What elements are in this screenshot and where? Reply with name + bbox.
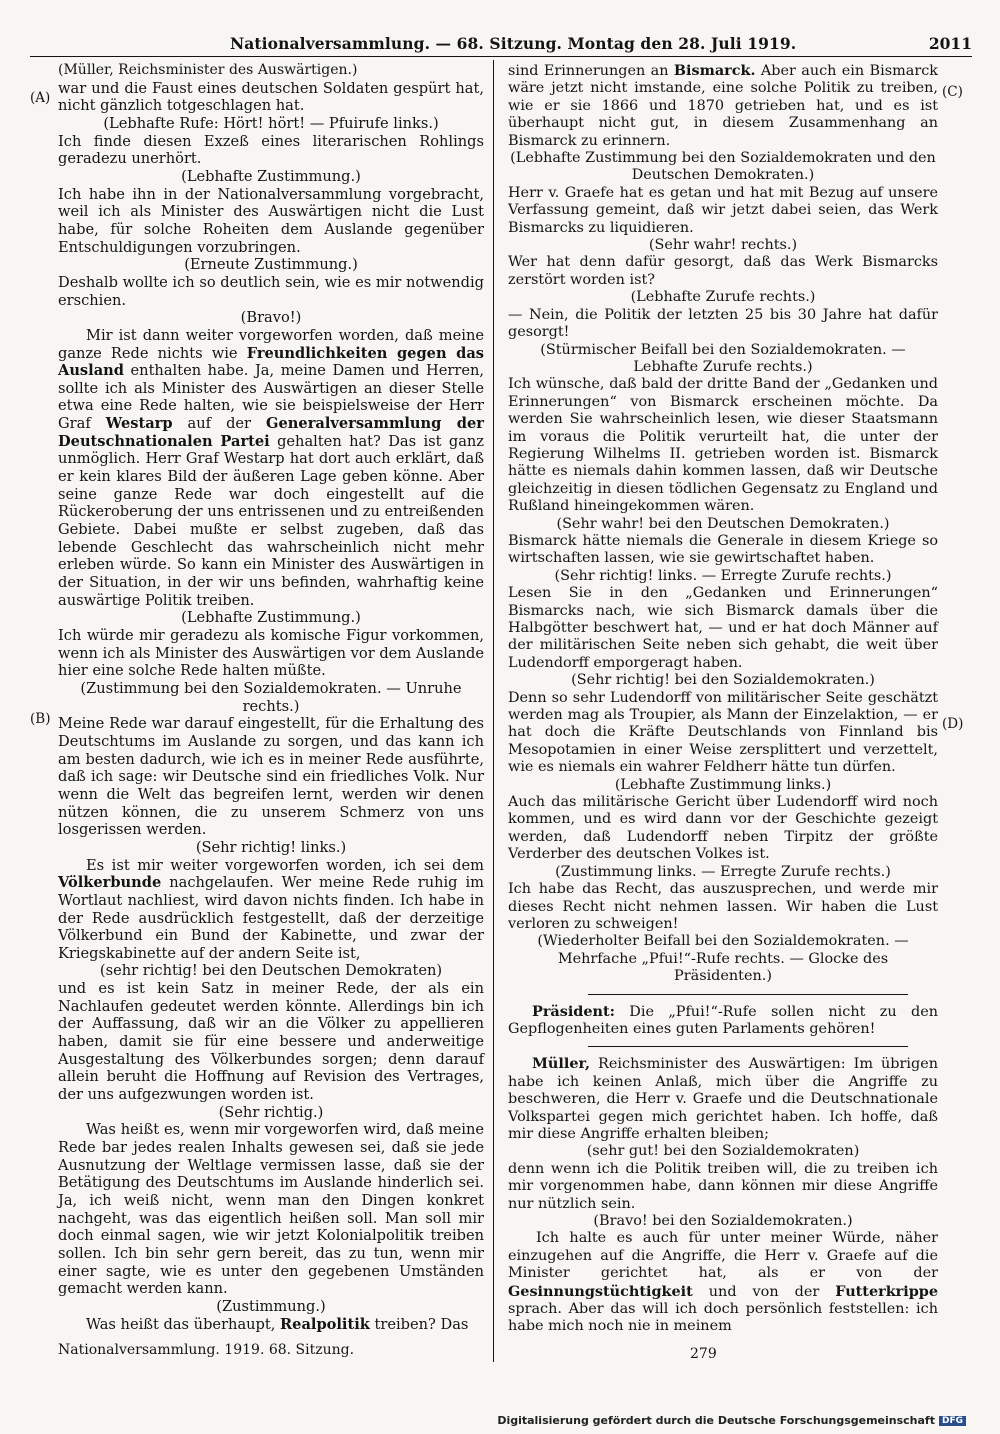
- text-run: sind Erinnerungen an: [508, 63, 674, 79]
- paragraph: Denn so sehr Ludendorff von militärischer Seite geschätzt werden mag als Troupier, als Mann der Einzelaktion, — er hat doch die Kräfte Deutschlands von Finnland bis Mesopotamien in einer Weise zersplittert und verzettelt, wie es niemals ein wahrer Feldherr hätte tun dürfen.: [508, 689, 938, 776]
- interjection: (Zustimmung links. — Erregte Zurufe rechts.): [555, 863, 891, 880]
- dfg-logo: DFG: [939, 1416, 966, 1426]
- left-column: [58, 62, 484, 1333]
- paragraph: Was heißt es, wenn mir vorgeworfen wird, daß meine Rede bar jedes realen Inhalts gewesen sei, daß sie jede Ausnutzung der Weltlage vermissen lasse, daß sie der Betätigung des Deutschtums im Auslande hinderlich sei. Ja, ich weiß nicht, wenn man den Dingen konkret nachgeht, was das eigentlich heißen soll. Man soll mir doch einmal sagen, wie wir jetzt Kolonialpolitik treiben sollen. Ich bin sehr gern bereit, das zu tun, wenn mir einer sagte, wie es unter den gegebenen Umständen gemacht werden kann.: [58, 1121, 484, 1298]
- footer-publication-line: Nationalversammlung. 1919. 68. Sitzung.: [58, 1342, 355, 1358]
- text-run: nachgelaufen. Wer meine Rede ruhig im Wortlaut nachliest, wird davon nichts finden. Ich habe in der Rede ausdrücklich festgestellt, daß der derzeitige Völkerbund ein Bund der Kabinette, und zwar der Kriegskabinette auf der andern Seite ist,: [58, 874, 484, 962]
- paragraph: Bismarck hätte niemals die Generale in diesem Kriege so wirtschaften lassen, wie sie gewirtschaftet haben.: [508, 532, 938, 567]
- text-run: Es ist mir weiter vorgeworfen worden, ich sei dem: [86, 856, 484, 874]
- interjection: (Wiederholter Beifall bei den Sozialdemokraten. — Mehrfache „Pfui!“-Rufe rechts. — Glocke des Präsidenten.): [537, 933, 909, 985]
- paragraph: [508, 62, 938, 150]
- section-separator: [588, 994, 908, 995]
- text-run: Die „Pfui!“-Rufe sollen nicht zu den Gepflogenheiten eines guten Parlaments gehören!: [508, 1003, 938, 1037]
- emphasis-text: Westarp: [105, 415, 173, 433]
- interjection: (Bravo!): [240, 309, 302, 327]
- paragraph: [508, 1230, 938, 1335]
- paragraph: Herr v. Graefe hat es getan und hat mit Bezug auf unsere Verfassung gemeint, daß wir jetzt dabei seien, das Werk Bismarcks zu liquidieren.: [508, 184, 938, 236]
- interjection: (Sehr richtig! links. — Erregte Zurufe rechts.): [554, 567, 892, 584]
- paragraph: [58, 327, 484, 610]
- paragraph: Auch das militärische Gericht über Ludendorff wird noch kommen, und es wird dann vor der Geschichte gezeigt werden, daß Ludendorff neben Tirpitz der größte Verderber des deutschen Volkes ist.: [508, 794, 938, 863]
- interjection: (Sehr richtig! links.): [195, 838, 347, 856]
- paragraph: [58, 857, 484, 963]
- interjection: (Lebhafte Zurufe rechts.): [630, 289, 816, 306]
- paragraph: — Nein, die Politik der letzten 25 bis 30 Jahre hat dafür gesorgt!: [508, 306, 938, 341]
- text-run: und von der: [692, 1283, 836, 1300]
- paragraph: Ich habe das Recht, das auszusprechen, und werde mir dieses Recht nicht nehmen lassen. Wir haben die Lust verloren zu schweigen!: [508, 881, 938, 932]
- paragraph: Deshalb wollte ich so deutlich sein, wie es mir notwendig erschien.: [58, 273, 484, 309]
- paragraph: Ich wünsche, daß bald der dritte Band der „Gedanken und Erinnerungen“ von Bismarck erscheinen möchte. Da werden Sie wahrscheinlich lesen, wie dieser Staatsmann im voraus die Politik verurteilt hat, die unter der Regierung Wilhelms II. getrieben worden ist. Bismarck hätte es niemals dahin kommen lassen, daß wir Deutsche gleichzeitig in diesen tödlichen Gegensatz zu England und Rußland hineingekommen wären.: [508, 376, 938, 515]
- interjection: (sehr gut! bei den Sozialdemokraten): [586, 1143, 860, 1160]
- paragraph: Ich würde mir geradezu als komische Figur vorkommen, wenn ich als Minister des Auswärtigen vor dem Auslande hier eine solche Rede halten müßte.: [58, 627, 484, 680]
- header-rule: [30, 56, 972, 57]
- text-run: Aber auch ein Bismarck wäre jetzt nicht imstande, eine solche Politik zu treiben, wie er sie 1866 und 1870 getrieben hat, und es ist überhaupt nicht gut, in diesem Zusammenhang an Bismarck zu erinnern.: [508, 63, 938, 149]
- paragraph: Meine Rede war darauf eingestellt, für die Erhaltung des Deutschtums im Auslande zu sorgen, und das kann ich am besten dadurch, wie ich es in meiner Rede ausführte, daß ich sage: wir Deutsche sind ein friedliches Volk. Nur wenn die Welt das begreifen lernt, werden wir denen nützen können, die zu unserem Schmerz von uns losgerissen werden.: [58, 715, 484, 839]
- emphasis-text: Futterkrippe: [835, 1282, 938, 1300]
- emphasis-text: Freundlichkeiten gegen das Ausland: [58, 344, 485, 380]
- speaker-attribution: (Müller, Reichsminister des Auswärtigen.): [58, 62, 358, 78]
- column-divider: [493, 60, 494, 1362]
- text-run: treiben? Das: [369, 1315, 469, 1333]
- paragraph: denn wenn ich die Politik treiben will, die zu treiben ich mir vorgenommen habe, dann können mir diese Angriffe nur nützlich sein.: [508, 1160, 938, 1212]
- text-run: Ich halte es auch für unter meiner Würde, näher einzugehen auf die Angriffe, die Herr v. Graefe auf die Minister gerichtet hat, als er von der: [508, 1230, 938, 1282]
- section-separator: [588, 1046, 908, 1047]
- interjection: (Lebhafte Zustimmung.): [181, 609, 361, 627]
- interjection: (Sehr richtig! bei den Sozialdemokraten.): [571, 672, 875, 689]
- interjection: (Lebhafte Rufe: Hört! hört! — Pfuirufe links.): [103, 114, 439, 132]
- emphasis-text: Realpolitik: [280, 1315, 370, 1333]
- interjection: (Sehr wahr! rechts.): [648, 237, 798, 254]
- page-number: 2011: [928, 34, 972, 53]
- interjection: (Erneute Zustimmung.): [184, 256, 358, 274]
- interjection: (Lebhafte Zustimmung.): [181, 167, 361, 185]
- speaker-paragraph: [508, 1055, 938, 1143]
- emphasis-text: Gesinnungstüchtigkeit: [508, 1282, 693, 1300]
- paragraph: Lesen Sie in den „Gedanken und Erinnerungen“ Bismarcks nach, wie sich Bismarck damals über die Halbgötter beschwert hat, — und er hat doch Männer auf der militärischen Seite neben sich gehabt, die weit über Ludendorff emporgeragt haben.: [508, 585, 938, 671]
- text-run: Reichsminister des Auswärtigen: Im übrigen habe ich keinen Anlaß, mich über die Angriffe zu beschweren, die Herr v. Graefe und die Deutschnationale Volkspartei gegen mich gerichtet haben. Ich hoffe, daß mir diese Angriffe erhalten bleiben;: [508, 1056, 938, 1142]
- speaker-name: Präsident:: [532, 1002, 615, 1020]
- paragraph: und es ist kein Satz in meiner Rede, der als ein Nachlaufen gedeutet werden könnte. Allerdings bin ich der Auffassung, daß wir an die Völker zu appellieren haben, damit sie für eine bessere und anderweitige Ausgestaltung des Völkerbundes sorgen; denn darauf allein beruht die Hoffnung auf Revision des Vertrages, der uns aufgezwungen worden ist.: [58, 980, 484, 1104]
- text-run: Was heißt das überhaupt,: [86, 1315, 281, 1333]
- interjection: (Sehr wahr! bei den Deutschen Demokraten.): [556, 515, 890, 532]
- paragraph: Ich habe ihn in der Nationalversammlung vorgebracht, weil ich als Minister des Auswärtigen nicht die Lust habe, für solche Roheiten dem Auslande gegenüber Entschuldigungen vorzubringen.: [58, 185, 484, 256]
- right-column: [508, 62, 938, 1336]
- interjection: (Bravo! bei den Sozialdemokraten.): [593, 1213, 853, 1229]
- text-run: auf der: [172, 415, 267, 433]
- speaker-name: Müller,: [532, 1055, 591, 1073]
- emphasis-text: Bismarck.: [673, 62, 756, 79]
- text-run: gehalten hat? Das ist ganz unmöglich. Herr Graf Westarp hat dort auch erklärt, daß er kein klares Bild der äußeren Lage geben könne. Aber seine ganze Rede war doch eingestellt auf die Rückeroberung der uns entrissenen und zu entreißenden Gebiete. Dabei mußte er selbst zugeben, daß das lebende Geschlecht das wahrscheinlich nicht mehr erleben würde. So kann ein Minister des Auswärtigen in der Situation, in der wir uns befinden, wahrhaftig keine auswärtige Politik treiben.: [58, 432, 484, 609]
- header-title: Nationalversammlung. — 68. Sitzung. Montag den 28. Juli 1919.: [230, 34, 797, 53]
- emphasis-text: Generalversammlung der Deutschnationalen Partei: [58, 415, 484, 450]
- interjection: (Zustimmung bei den Sozialdemokraten. — Unruhe rechts.): [80, 679, 462, 715]
- paragraph: Wer hat denn dafür gesorgt, daß das Werk Bismarcks zerstört worden ist?: [508, 254, 938, 288]
- interjection: (Zustimmung.): [216, 1297, 326, 1315]
- paragraph: war und die Faust eines deutschen Soldaten gespürt hat, nicht gänzlich totgeschlagen hat.: [58, 79, 484, 115]
- margin-marker-b: (B): [30, 711, 51, 727]
- margin-marker-d: (D): [942, 716, 964, 732]
- interjection: (sehr richtig! bei den Deutschen Demokraten): [99, 962, 443, 980]
- margin-marker-a: (A): [30, 90, 51, 106]
- paragraph: Ich finde diesen Exzeß eines literarischen Rohlings geradezu unerhört.: [58, 132, 484, 168]
- text-run: Mir ist dann weiter vorgeworfen worden, daß meine ganze Rede nichts wie: [58, 326, 484, 362]
- digitization-credit: [497, 1414, 966, 1427]
- interjection: (Stürmischer Beifall bei den Sozialdemokraten. — Lebhafte Zurufe rechts.): [540, 341, 906, 375]
- interjection: (Lebhafte Zustimmung links.): [614, 776, 832, 793]
- paragraph: [58, 1316, 484, 1334]
- margin-marker-c: (C): [942, 84, 963, 100]
- interjection: (Sehr richtig.): [218, 1103, 324, 1121]
- page-header: [30, 32, 972, 56]
- text-run: enthalten habe. Ja, meine Damen und Herren, sollte ich als Minister des Auswärtigen an dieser Stelle etwa eine Rede halten, wie sie beispielsweise der Herr Graf: [58, 362, 484, 433]
- footer-signature: 279: [690, 1346, 717, 1362]
- text-run: sprach. Aber das will ich doch persönlich feststellen: ich habe mich noch nie in meinem: [508, 1301, 938, 1335]
- emphasis-text: Völkerbunde: [58, 874, 162, 892]
- speaker-paragraph: [508, 1003, 938, 1039]
- interjection: (Lebhafte Zustimmung bei den Sozialdemokraten und den Deutschen Demokraten.): [510, 150, 936, 184]
- credit-text: Digitalisierung gefördert durch die Deutsche Forschungsgemeinschaft: [497, 1414, 935, 1427]
